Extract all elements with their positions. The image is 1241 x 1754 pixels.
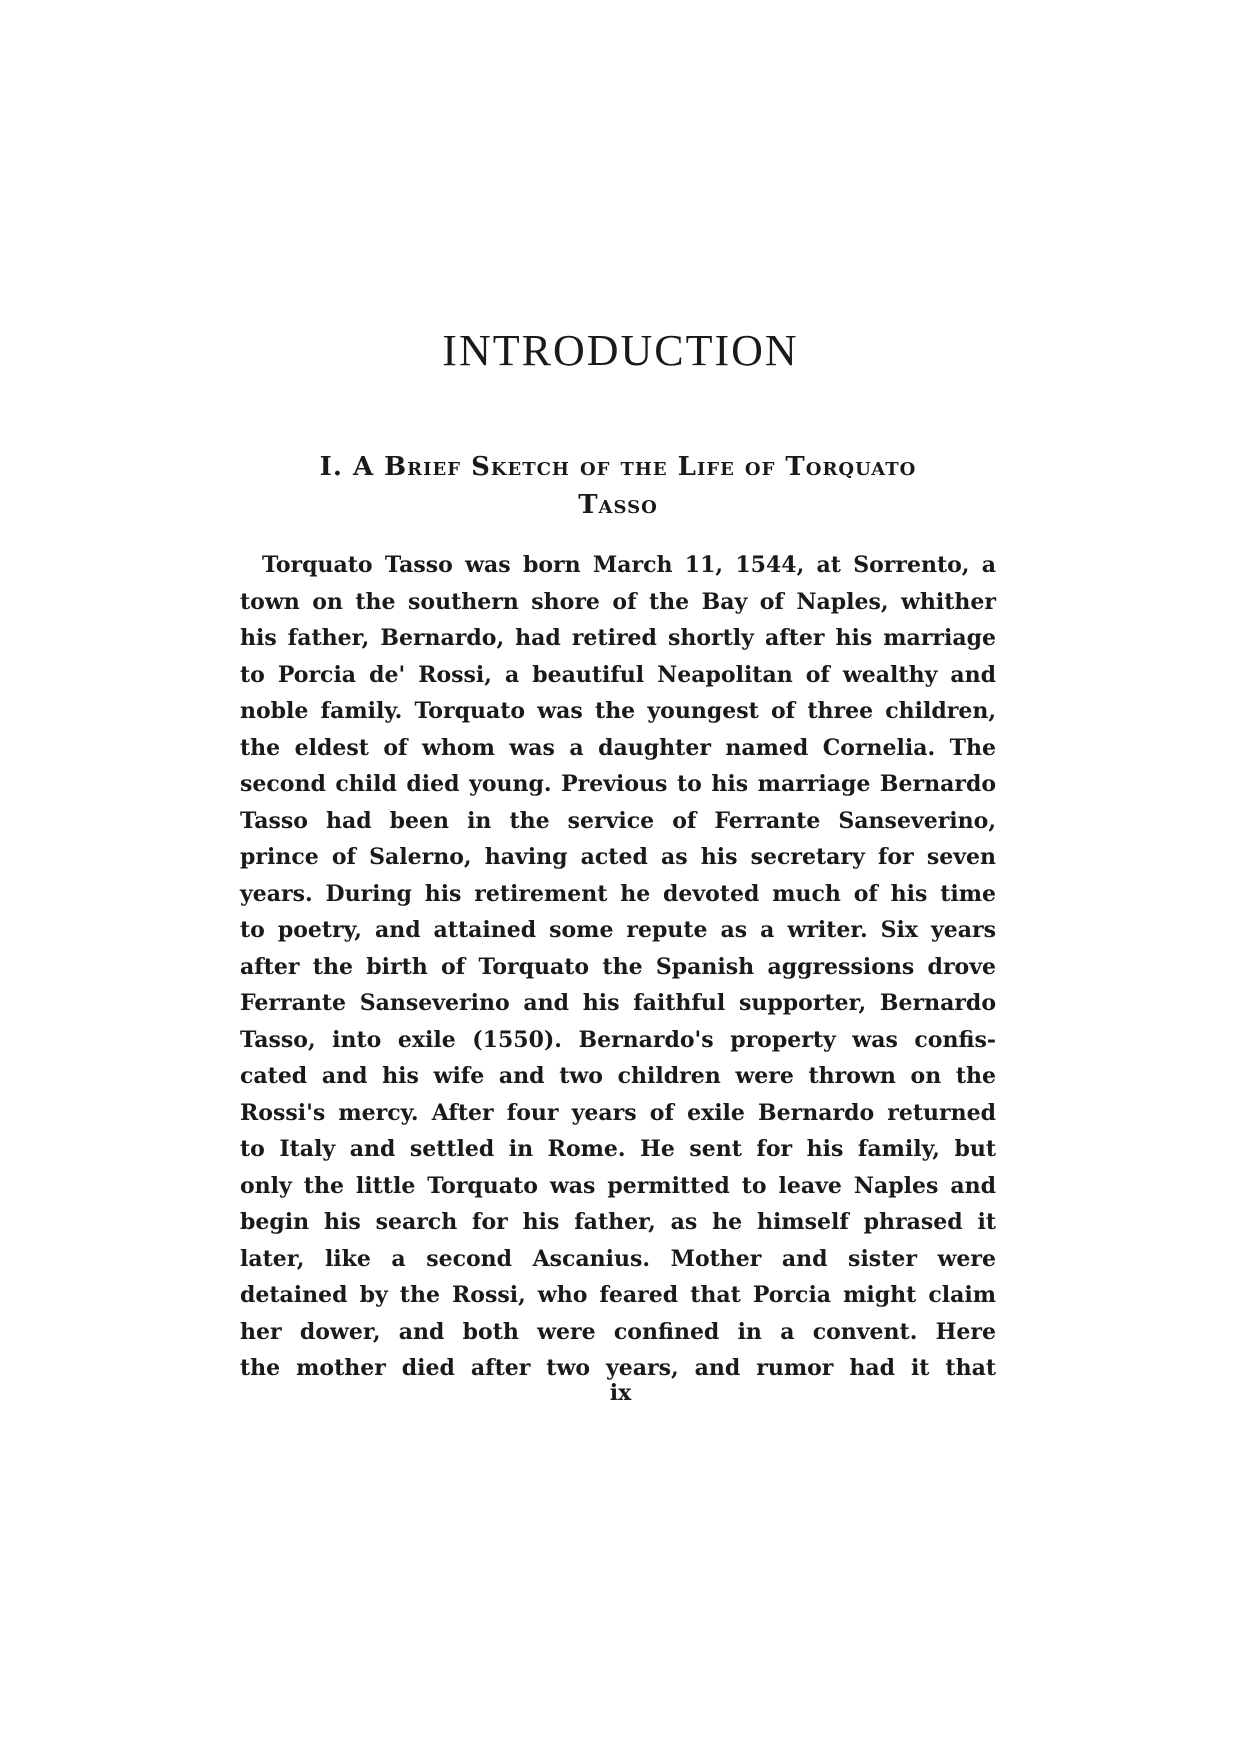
text-line: Tasso, into exile (1550). Bernardo's property was confis- [240, 1026, 996, 1053]
text-line: second child died young. Previous to his marriage Bernardo [240, 771, 996, 797]
page-number: ix [609, 1380, 632, 1406]
text-line: later, like a second Ascanius. Mother and sister were [240, 1245, 996, 1272]
text-line: her dower, and both were confined in a convent. Here [240, 1318, 996, 1345]
text-line: Tasso had been in the service of Ferrante Sanseverino, [240, 807, 996, 834]
text-line: to poetry, and attained some repute as a writer. Six years [240, 917, 996, 943]
text-line: after the birth of Torquato the Spanish aggressions drove [240, 953, 996, 980]
text-line: only the little Torquato was permitted to leave Naples and [240, 1172, 996, 1199]
section-heading-line-1: I. A Brief Sketch of the Life of Torquato [319, 452, 917, 482]
text-line: cated and his wife and two children were thrown on the [240, 1063, 996, 1089]
text-line: noble family. Torquato was the youngest of three children, [240, 698, 996, 724]
text-line: Ferrante Sanseverino and his faithful supporter, Bernardo [240, 990, 996, 1016]
text-line: town on the southern shore of the Bay of Naples, whither [240, 588, 996, 615]
text-line: begin his search for his father, as he himself phrased it [240, 1209, 996, 1235]
text-line: to Italy and settled in Rome. He sent for his family, but [240, 1136, 996, 1162]
text-line: his father, Bernardo, had retired shortly after his marriage [240, 625, 996, 651]
body-paragraph [240, 547, 996, 1387]
section-heading-line-2: Tasso [578, 490, 658, 520]
text-line: Rossi's mercy. After four years of exile Bernardo returned [240, 1099, 996, 1126]
text-line: the eldest of whom was a daughter named Cornelia. The [240, 734, 996, 761]
text-line: Torquato Tasso was born March 11, 1544, at Sorrento, a [262, 552, 996, 578]
page-title: INTRODUCTION [442, 326, 799, 375]
text-line: detained by the Rossi, who feared that Porcia might claim [240, 1282, 996, 1308]
text-line: prince of Salerno, having acted as his secretary for seven [240, 844, 996, 870]
section-heading [252, 448, 984, 524]
text-line: the mother died after two years, and rumor had it that [240, 1355, 996, 1381]
text-line: years. During his retirement he devoted much of his time [240, 880, 996, 907]
text-line: to Porcia de' Rossi, a beautiful Neapolitan of wealthy and [240, 661, 996, 688]
